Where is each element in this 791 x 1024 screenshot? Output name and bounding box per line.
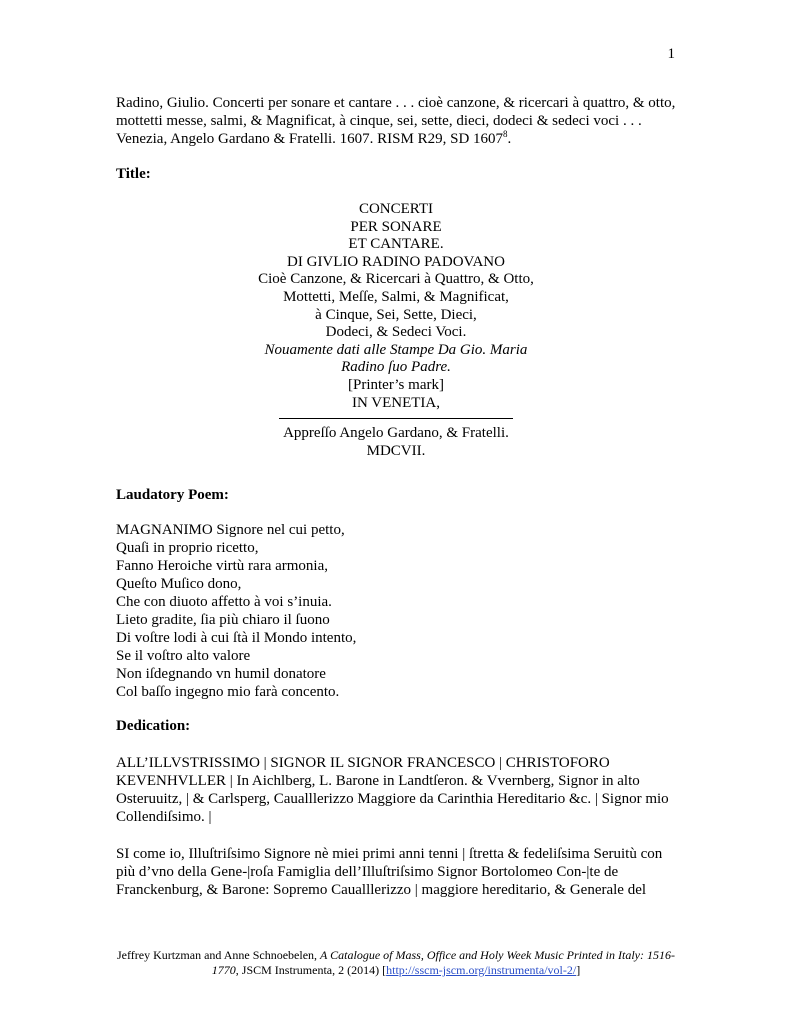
citation-text: Radino, Giulio. Concerti per sonare et cantare . . . cioè canzone, & ricercari à quattro, & otto, mottetti messe, salmi, & Magnificat, à cinque, sei, sette, dieci, dodeci & sedeci voci . . . Venezia, Angelo Gardano & Fratelli. 1607. RISM R29, SD 1607 [116,95,676,147]
footer-end: ] [576,963,581,977]
title-line: CONCERTI [358,201,434,217]
title-line: Cioè Canzone, & Ricercari à Quattro, & Otto, [258,271,534,288]
title-italic-line: Nouamente dati alle Stampe Da Gio. Maria [264,341,528,358]
title-line: Dodeci, & Sedeci Voci. [325,324,467,341]
dedication-paragraph-2: SI come io, Illuſtriſsimo Signore nè miei primi anni tenni | ſtretta & fedeliſsima Seruitù con più d’vno della Gene-|roſa Famiglia dell’Illuſtriſsimo Signor Bortolomeo Con-|te de Franckenburg, & Barone: Sopremo Caualllerizzo | maggiore hereditario, & Generale del [116,846,663,898]
laudatory-poem [116,521,356,701]
title-transcription [116,201,676,460]
poem-line: Se il voſtro alto valore [116,648,251,664]
citation-end: . [507,131,512,147]
dedication-heading: Dedication: [116,718,191,734]
citation-superscript: 8 [503,129,508,139]
title-line: [Printer’s mark] [348,376,444,393]
title-line: DI GIVLIO RADINO PADOVANO [287,253,505,270]
title-line: Mottetti, Meſſe, Salmi, & Magnificat, [283,288,509,305]
page-footer [116,948,676,978]
poem-line: Fanno Heroiche virtù rara armonia, [116,558,328,574]
title-line: ET CANTARE. [348,236,444,253]
title-line: PER SONARE [350,218,442,235]
poem-line: MAGNANIMO Signore nel cui petto, [116,522,345,538]
imprint-line: Appreſſo Angelo Gardano, & Fratelli. [283,425,509,442]
imprint-line: MDCVII. [366,442,426,459]
poem-line: Queſto Muſico dono, [116,576,242,592]
poem-line: Quaſi in proprio ricetto, [116,540,259,556]
poem-line: Che con diuoto affetto à voi s’inuia. [116,594,332,610]
footer-book-title: A Catalogue of Mass, Office and Holy Week Music Printed in Italy: 1516-1770 [211,948,675,977]
title-line: à Cinque, Sei, Sette, Dieci, [315,306,477,323]
poem-line: Non iſdegnando vn humil donatore [116,666,326,682]
citation-paragraph [116,94,676,148]
title-heading: Title: [116,166,151,182]
footer-authors: Jeffrey Kurtzman and Anne Schnoebelen, [117,948,321,962]
poem-line: Di voſtre lodi à cui ſtà il Mondo intento, [116,630,357,646]
poem-line: Col baſſo ingegno mio farà concento. [116,684,340,700]
footer-series: , JSCM Instrumenta, 2 (2014) [ [235,963,387,977]
footer-link[interactable]: http://sscm-jscm.org/instrumenta/vol-2/ [386,963,577,977]
title-italic-line: Radino ſuo Padre. [341,359,451,376]
title-divider [279,418,513,419]
title-line: IN VENETIA, [351,394,441,411]
dedication-paragraph-1: ALL’ILLVSTRISSIMO | SIGNOR IL SIGNOR FRANCESCO | CHRISTOFORO KEVENHVLLER | In Aichlberg, L. Barone in Landtſeron. & Vvernberg, Signor in alto Osteruuitz, | & Carlsperg, Caualllerizzo Maggiore da Carinthia Hereditario &c. | Signor mio Collendiſsimo. | [116,755,669,825]
poem-line: Lieto gradite, ſia più chiaro il ſuono [116,612,330,628]
page-number: 1 [667,46,675,62]
poem-heading: Laudatory Poem: [116,487,229,503]
